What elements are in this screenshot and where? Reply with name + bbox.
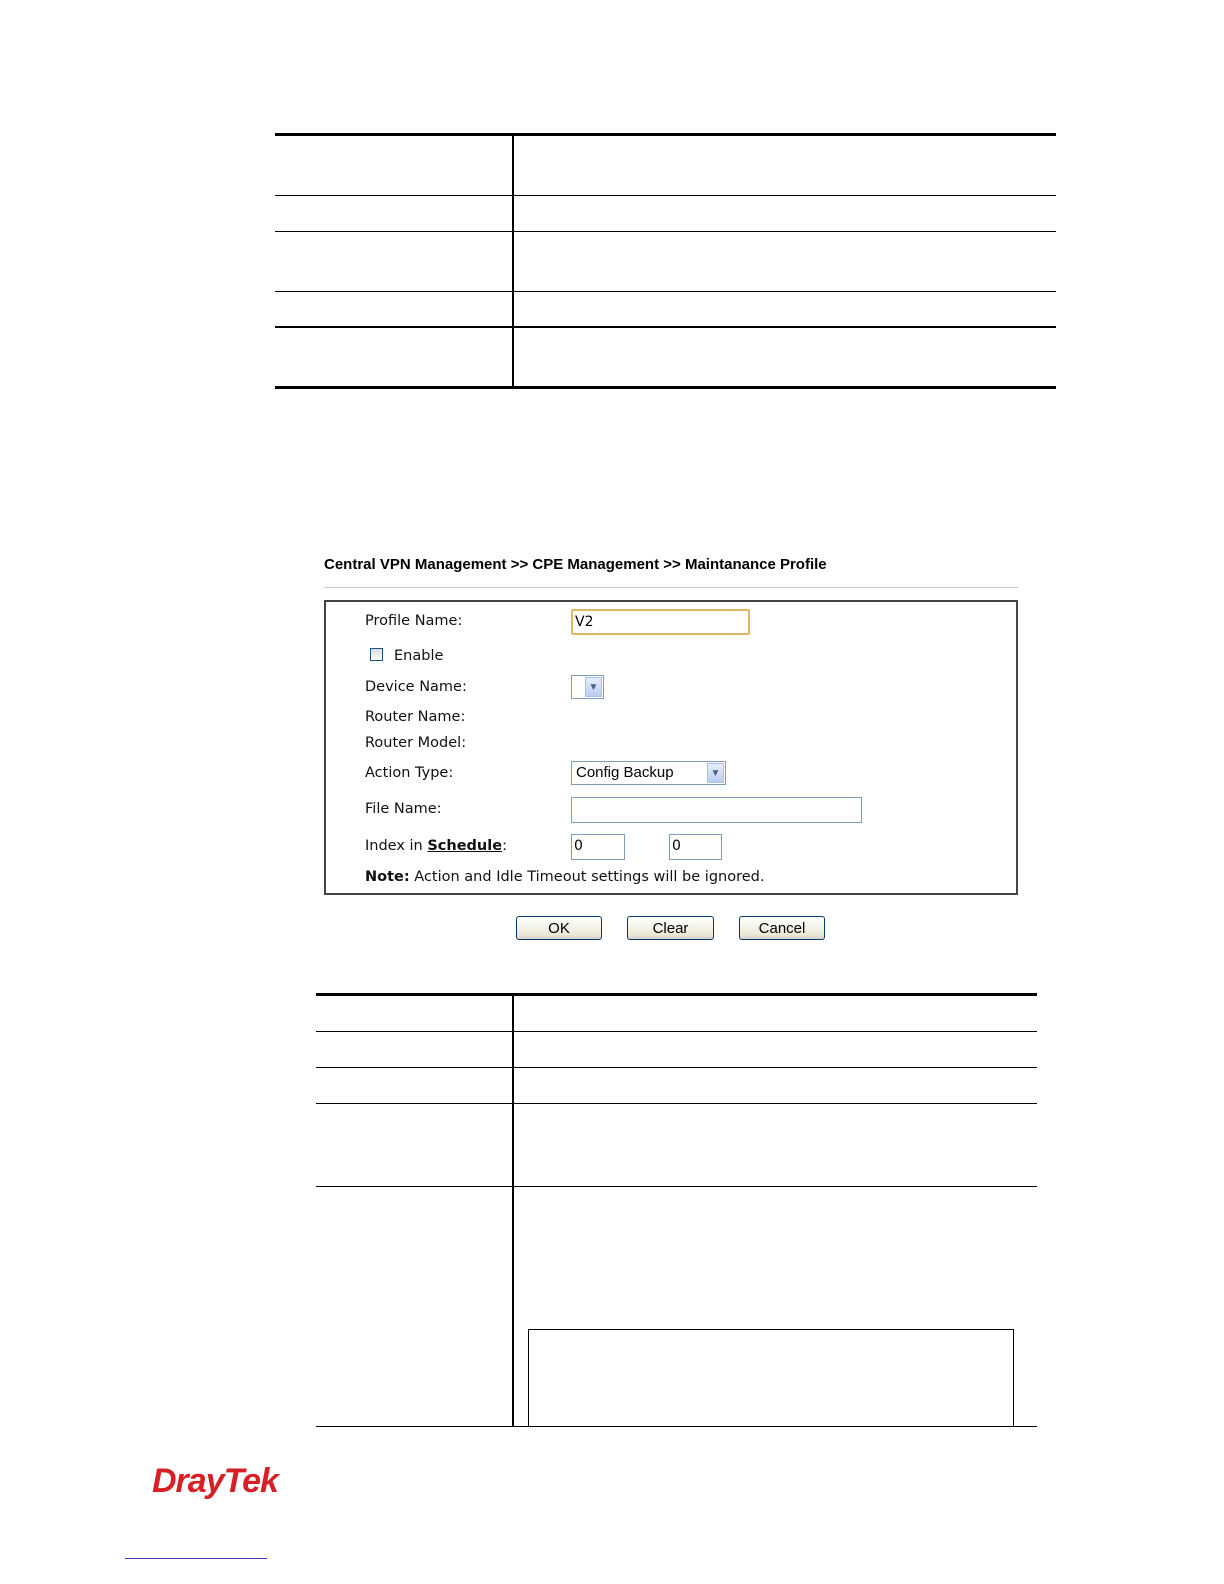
file-name-input[interactable] [571,797,862,823]
action-type-label: Action Type: [365,765,454,781]
file-name-label: File Name: [365,801,442,817]
breadcrumb: Central VPN Management >> CPE Management >> Maintanance Profile [324,556,827,573]
note-label: Note: [365,869,410,885]
schedule-index-1-input[interactable]: 0 [571,834,625,860]
index-label-suffix: : [502,838,507,854]
footer-link-underline [125,1558,267,1559]
chevron-down-icon: ▼ [707,763,724,783]
schedule-link[interactable]: Schedule [427,838,503,854]
schedule-index-2-input[interactable]: 0 [669,834,722,860]
router-model-label: Router Model: [365,735,467,751]
index-in-schedule-label [365,838,507,854]
clear-button[interactable]: Clear [627,916,714,940]
embedded-box [528,1329,1014,1426]
action-type-value: Config Backup [576,764,674,781]
enable-checkbox[interactable] [370,648,383,661]
breadcrumb-divider [324,587,1018,588]
router-name-label: Router Name: [365,709,466,725]
cancel-button[interactable]: Cancel [739,916,825,940]
note-body: Action and Idle Timeout settings will be ignored. [409,869,765,885]
chevron-down-icon: ▼ [585,677,602,697]
device-name-label: Device Name: [365,679,467,695]
profile-name-input[interactable]: V2 [571,609,750,635]
index-label-prefix: Index in [365,838,428,854]
draytek-logo: DrayTek [152,1462,278,1500]
note-text [365,869,764,885]
enable-label: Enable [394,648,444,664]
device-name-select[interactable] [571,675,604,699]
profile-name-label: Profile Name: [365,613,463,629]
action-type-select[interactable] [571,761,726,785]
ok-button[interactable]: OK [516,916,602,940]
